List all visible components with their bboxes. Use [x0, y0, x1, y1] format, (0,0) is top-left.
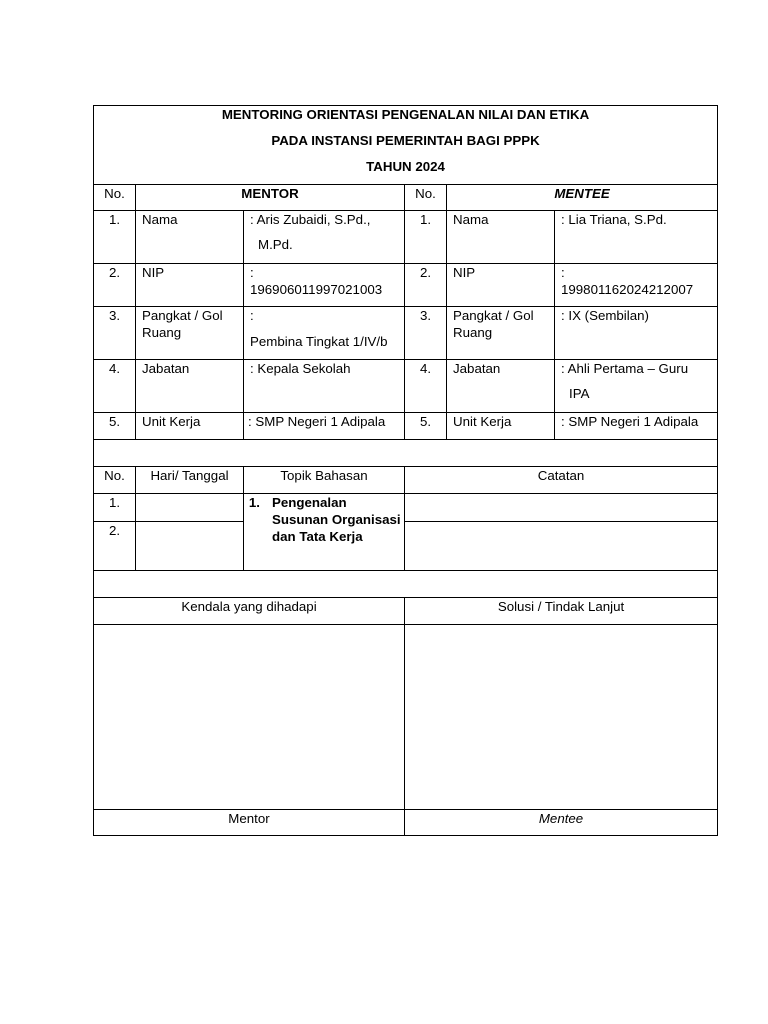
mentee-signature-label: Mentee	[405, 810, 718, 836]
session-row	[94, 522, 718, 571]
row-number: 1.	[94, 211, 136, 264]
topic-text: Pengenalan Susunan Organisasi dan Tata Kerja	[272, 495, 401, 544]
title-line-2: PADA INSTANSI PEMERINTAH BAGI PPPK	[271, 133, 540, 148]
field-label: Jabatan	[136, 360, 244, 413]
identity-row	[94, 264, 718, 307]
mentor-name-a: : Aris Zubaidi, S.Pd.,	[250, 212, 371, 227]
session-topic-header: Topik Bahasan	[244, 467, 405, 494]
row-number: 5.	[405, 413, 447, 440]
topic-item	[244, 494, 404, 545]
mentor-name-b: M.Pd.	[258, 237, 293, 252]
session-notes-header: Catatan	[405, 467, 718, 494]
mentor-name-value	[244, 211, 405, 264]
mentee-position-b: IPA	[569, 386, 590, 401]
session-date[interactable]	[136, 522, 244, 571]
session-topic	[244, 494, 405, 571]
field-label: NIP	[136, 264, 244, 307]
mentee-unit-value: : SMP Negeri 1 Adipala	[555, 413, 718, 440]
solusi-header: Solusi / Tindak Lanjut	[405, 598, 718, 625]
solusi-box[interactable]	[405, 625, 718, 810]
mentoring-form	[93, 105, 717, 836]
mentee-nip-value	[555, 264, 718, 307]
kendala-box[interactable]	[94, 625, 405, 810]
mentee-rank-value: : IX (Sembilan)	[555, 307, 718, 360]
identity-row	[94, 413, 718, 440]
kendala-header: Kendala yang dihadapi	[94, 598, 405, 625]
row-number: 3.	[405, 307, 447, 360]
session-date[interactable]	[136, 494, 244, 522]
spacer-row	[94, 571, 718, 598]
session-notes[interactable]	[405, 494, 718, 522]
field-label: Nama	[447, 211, 555, 264]
identity-row	[94, 307, 718, 360]
mentor-nip-value	[244, 264, 405, 307]
session-notes[interactable]	[405, 522, 718, 571]
mentor-position-value: : Kepala Sekolah	[244, 360, 405, 413]
mentor-header: MENTOR	[136, 185, 405, 211]
mentee-nip-colon: :	[561, 265, 565, 280]
session-row	[94, 494, 718, 522]
field-label: Unit Kerja	[447, 413, 555, 440]
mentor-unit-value: : SMP Negeri 1 Adipala	[244, 413, 405, 440]
topic-number: 1.	[248, 495, 260, 510]
session-number: 1.	[94, 494, 136, 522]
row-number: 4.	[405, 360, 447, 413]
row-number: 2.	[405, 264, 447, 307]
identity-no-header-right: No.	[405, 185, 447, 211]
mentee-name-value: : Lia Triana, S.Pd.	[555, 211, 718, 264]
identity-no-header: No.	[94, 185, 136, 211]
topic-list	[244, 494, 404, 545]
row-number: 3.	[94, 307, 136, 360]
row-number: 2.	[94, 264, 136, 307]
row-number: 1.	[405, 211, 447, 264]
field-label: Pangkat / Gol Ruang	[447, 307, 555, 360]
mentor-signature-label: Mentor	[94, 810, 405, 836]
form-title	[94, 106, 718, 185]
mentor-rank-colon: :	[250, 308, 254, 323]
session-no-header: No.	[94, 467, 136, 494]
field-label: Jabatan	[447, 360, 555, 413]
mentee-position-value	[555, 360, 718, 413]
session-date-header: Hari/ Tanggal	[136, 467, 244, 494]
field-label: Nama	[136, 211, 244, 264]
form-table	[93, 105, 718, 836]
spacer-row	[94, 440, 718, 467]
title-line-1: MENTORING ORIENTASI PENGENALAN NILAI DAN ETIKA	[221, 107, 590, 122]
identity-row	[94, 211, 718, 264]
field-label: Pangkat / Gol Ruang	[136, 307, 244, 360]
mentor-rank-value	[244, 307, 405, 360]
mentee-header: MENTEE	[447, 185, 718, 211]
mentee-position-a: : Ahli Pertama – Guru	[561, 361, 689, 376]
field-label: Unit Kerja	[136, 413, 244, 440]
row-number: 5.	[94, 413, 136, 440]
mentor-nip-colon: :	[250, 265, 254, 280]
identity-row	[94, 360, 718, 413]
title-line-3: TAHUN 2024	[366, 159, 445, 174]
row-number: 4.	[94, 360, 136, 413]
field-label: NIP	[447, 264, 555, 307]
session-number: 2.	[94, 522, 136, 571]
mentor-nip: 196906011997021003	[250, 282, 383, 297]
mentor-rank: Pembina Tingkat 1/IV/b	[250, 334, 388, 349]
mentee-nip: 199801162024212007	[561, 282, 694, 297]
